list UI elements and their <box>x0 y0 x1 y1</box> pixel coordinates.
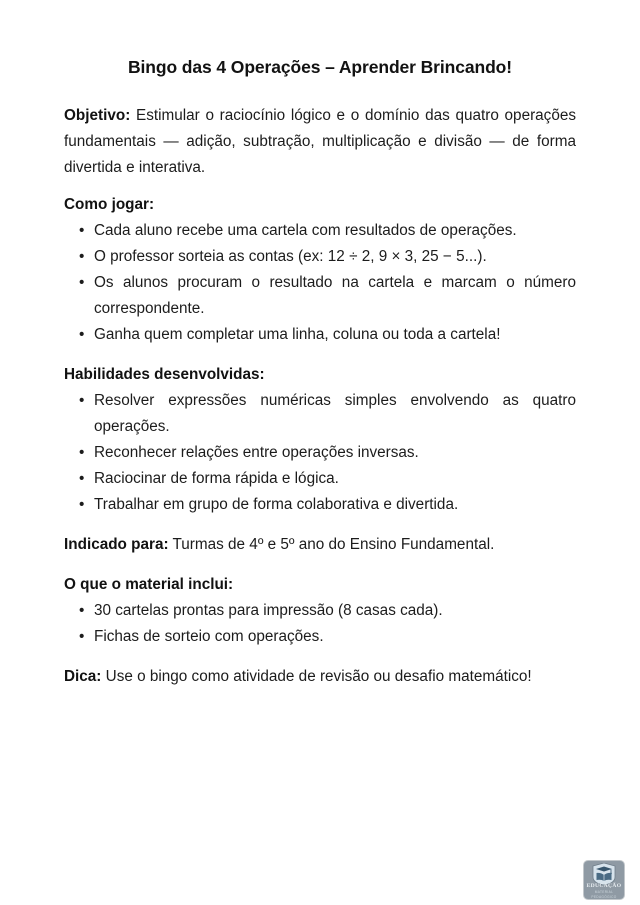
how-to-play-heading: Como jogar: <box>64 195 155 213</box>
brand-name: EDUCAÇÃO <box>586 883 622 889</box>
included-heading: O que o material inclui: <box>64 575 234 593</box>
tip-text: Use o bingo como atividade de revisão ou desafio matemático! <box>101 667 532 685</box>
skills-heading: Habilidades desenvolvidas: <box>64 365 265 383</box>
target-audience-text: Turmas de 4º e 5º ano do Ensino Fundamental. <box>168 535 495 553</box>
objective-label: Objetivo: <box>64 106 131 124</box>
graduation-cap-book-icon <box>591 863 617 885</box>
included-list <box>64 598 576 650</box>
list-item: • Trabalhar em grupo de forma colaborativa e divertida. <box>64 492 576 518</box>
list-item: • O professor sorteia as contas (ex: 12 ÷ 2, 9 × 3, 25 − 5...). <box>64 244 576 270</box>
document-content <box>64 56 576 701</box>
list-item: • Reconhecer relações entre operações inversas. <box>64 440 576 466</box>
list-item: • Resolver expressões numéricas simples envolvendo as quatro operações. <box>64 388 576 440</box>
list-item: • Cada aluno recebe uma cartela com resultados de operações. <box>64 218 576 244</box>
target-audience-label: Indicado para: <box>64 535 169 553</box>
brand-tagline: MATERIAL PEDAGÓGICO <box>591 890 617 899</box>
list-item: • Raciocinar de forma rápida e lógica. <box>64 466 576 492</box>
list-item: • 30 cartelas prontas para impressão (8 casas cada). <box>64 598 576 624</box>
list-item: • Fichas de sorteio com operações. <box>64 624 576 650</box>
how-to-play-list <box>64 218 576 348</box>
target-audience-paragraph <box>64 532 576 558</box>
list-item: • Ganha quem completar uma linha, coluna ou toda a cartela! <box>64 322 576 348</box>
page-title: Bingo das 4 Operações – Aprender Brincando! <box>127 57 513 77</box>
objective-text: Estimular o raciocínio lógico e o domínio das quatro operações fundamentais — adição, subtração, multiplicação e divisão — de forma divertida e interativa. <box>64 106 576 176</box>
skills-list <box>64 388 576 518</box>
tip-paragraph <box>64 664 576 690</box>
objective-paragraph <box>64 103 576 181</box>
brand-watermark <box>584 861 624 899</box>
tip-label: Dica: <box>64 667 102 685</box>
list-item: • Os alunos procuram o resultado na cartela e marcam o número correspondente. <box>64 270 576 322</box>
